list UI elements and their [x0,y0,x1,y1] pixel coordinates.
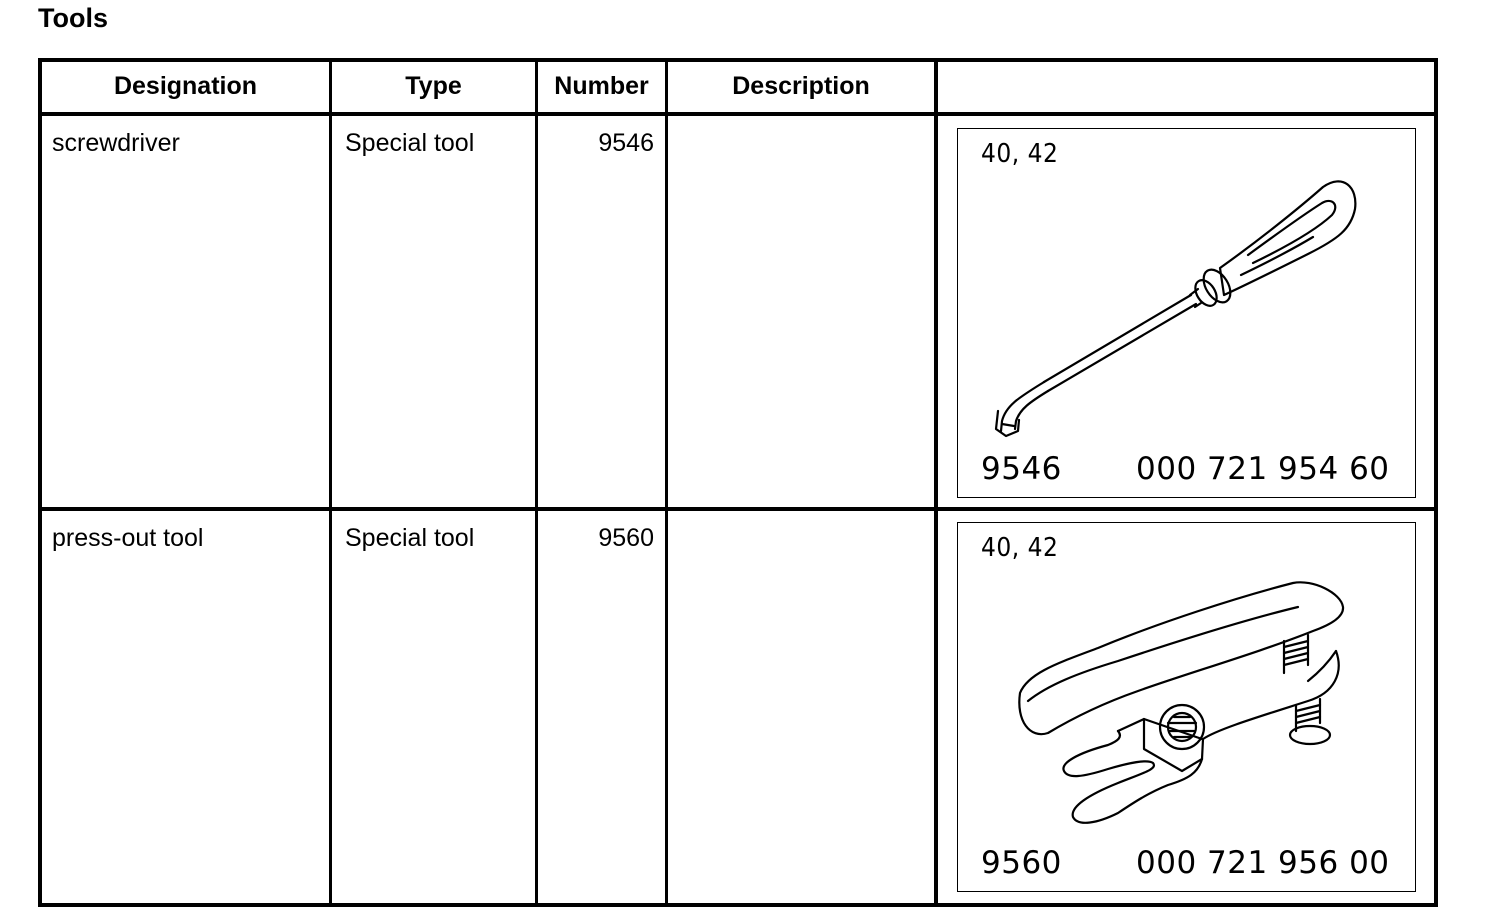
type-cell: Special tool [345,524,475,552]
designation-cell: press-out tool [52,524,204,552]
illustration-reference: 40, 42 [981,139,1059,169]
illustration-tool-number: 9560 [981,845,1062,881]
illustration-panel [957,128,1416,498]
number-cell: 9546 [598,129,654,157]
column-divider [535,58,538,907]
tools-table [38,58,1438,907]
press-out-tool-icon [958,523,1417,893]
illustration-tool-number: 9546 [981,451,1062,487]
header-type: Type [405,72,462,100]
header-description: Description [732,72,870,100]
header-divider [38,112,1438,116]
illustration-part-number: 000 721 954 60 [1136,451,1390,487]
header-designation: Designation [113,72,258,100]
column-divider [329,58,332,907]
page-title: Tools [38,3,108,33]
number-cell: 9560 [598,524,654,552]
designation-cell: screwdriver [52,129,180,157]
row-divider [38,507,1438,511]
header-number: Number [554,72,649,100]
illustration-reference: 40, 42 [981,533,1059,563]
illustration-panel [957,522,1416,892]
column-divider [665,58,668,907]
type-cell: Special tool [345,129,475,157]
illustration-part-number: 000 721 956 00 [1136,845,1390,881]
screwdriver-icon [958,129,1417,499]
column-divider [934,58,938,907]
